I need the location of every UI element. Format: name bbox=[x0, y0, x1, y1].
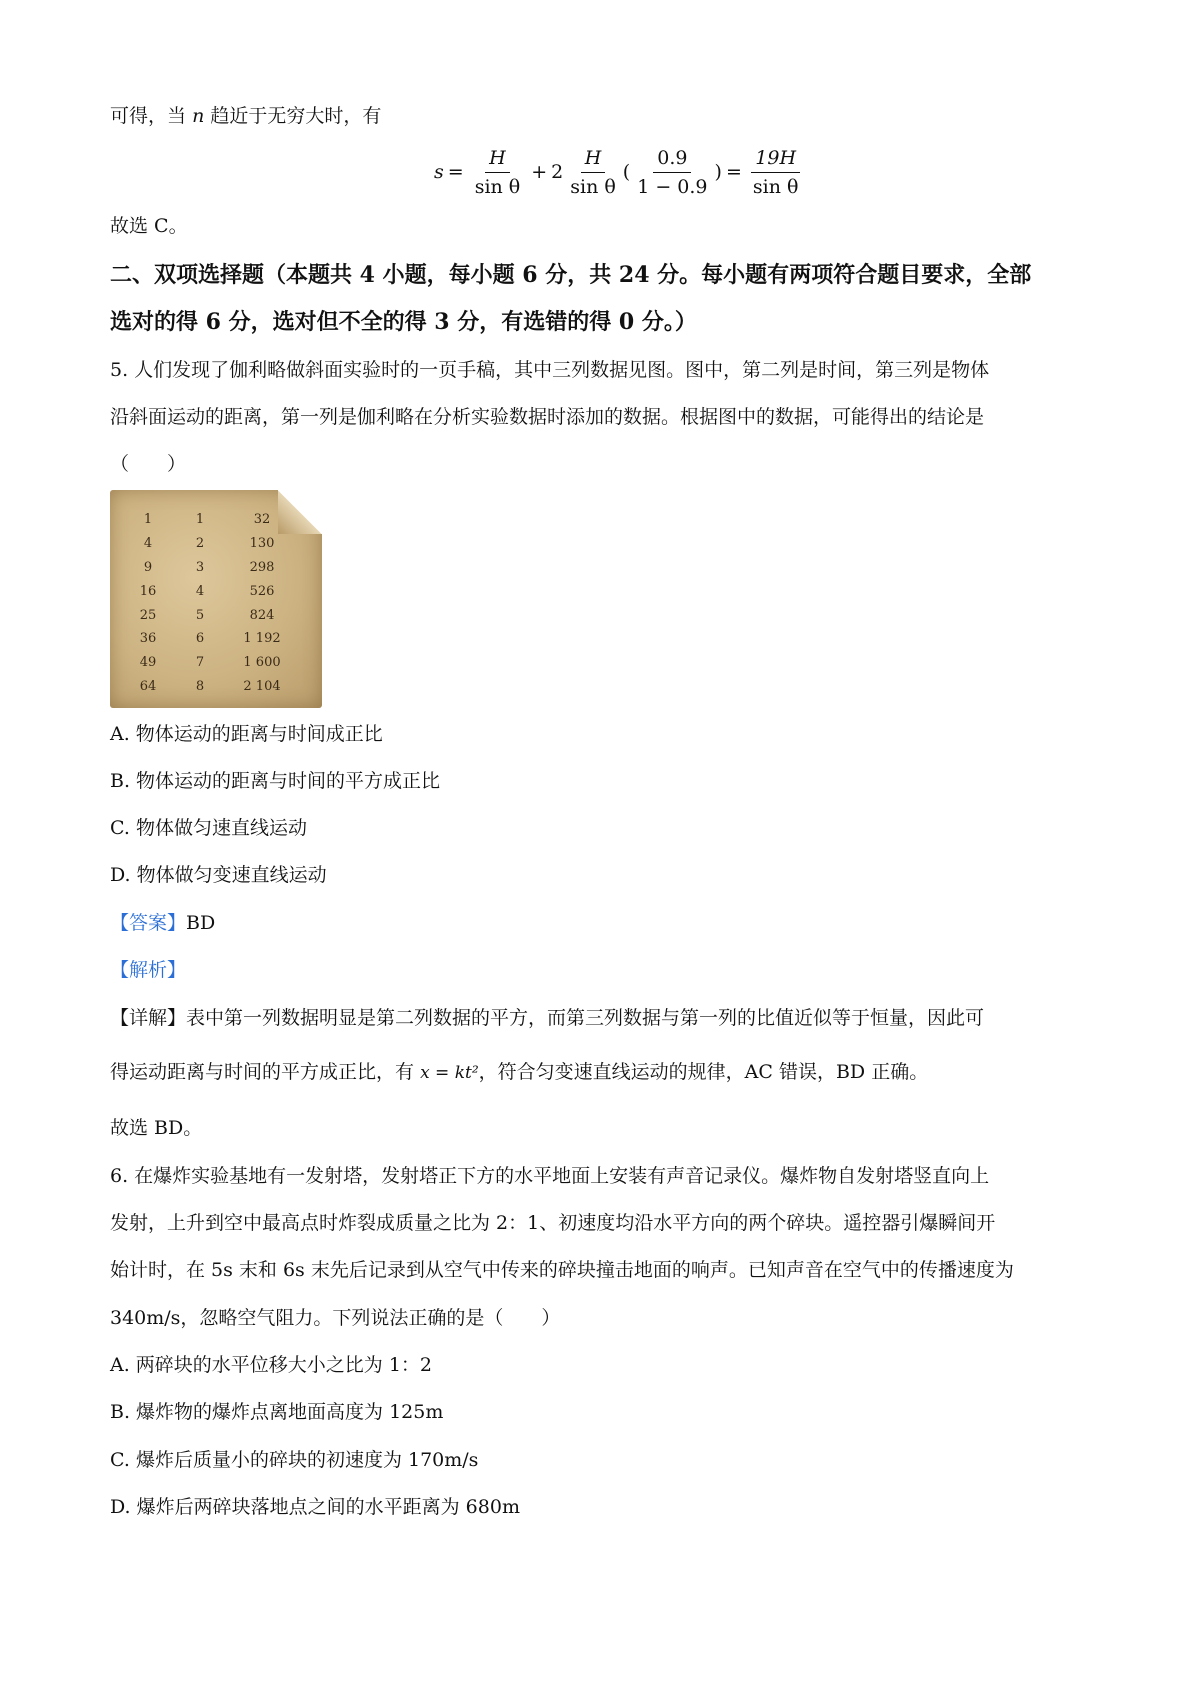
frac-3-num: 0.9 bbox=[653, 146, 691, 173]
manuscript-cell: 36 bbox=[139, 631, 157, 647]
detail-line-2 bbox=[110, 1058, 928, 1087]
q6-option-d: D. 爆炸后两碎块落地点之间的水平距离为 680m bbox=[110, 1496, 520, 1518]
detail-tag: 【详解】 bbox=[110, 1007, 187, 1029]
manuscript-cell: 526 bbox=[249, 583, 275, 599]
q6-option-a: A. 两碎块的水平位移大小之比为 1：2 bbox=[110, 1354, 433, 1376]
q6-stem-line-1: 6. 在爆炸实验基地有一发射塔，发射塔正下方的水平地面上安装有声音记录仪。爆炸物自发射塔竖直向上 bbox=[110, 1165, 990, 1187]
q6-option-b: B. 爆炸物的爆炸点离地面高度为 125m bbox=[110, 1401, 444, 1423]
frac-1 bbox=[471, 146, 525, 199]
manuscript-row bbox=[118, 579, 302, 603]
frac-3-den: 1 − 0.9 bbox=[637, 175, 708, 198]
formula-eq2: = bbox=[725, 161, 742, 183]
detail-line-1 bbox=[110, 1004, 984, 1032]
manuscript-row bbox=[118, 675, 302, 699]
q6-stem-line-2: 发射，上升到空中最高点时炸裂成质量之比为 2：1、初速度均沿水平方向的两个碎块。遥控器引爆瞬间开 bbox=[110, 1212, 996, 1234]
manuscript-cell: 7 bbox=[195, 655, 205, 671]
manuscript-row bbox=[118, 627, 302, 651]
q5-conclusion: 故选 BD。 bbox=[110, 1117, 203, 1139]
q5-option-a: A. 物体运动的距离与时间成正比 bbox=[110, 723, 383, 745]
formula-lhs: s bbox=[434, 161, 444, 183]
paren-close: ) bbox=[714, 161, 722, 183]
q5-answer bbox=[110, 909, 215, 937]
solution-conclusion: 故选 C。 bbox=[110, 215, 188, 237]
manuscript-cell: 4 bbox=[195, 583, 205, 599]
q6-stem-line-4: 340m/s，忽略空气阻力。下列说法正确的是（ ） bbox=[110, 1307, 561, 1329]
frac-1-num: H bbox=[485, 146, 510, 173]
frac-3 bbox=[633, 146, 711, 199]
frac-2 bbox=[566, 146, 620, 199]
manuscript-cell: 824 bbox=[249, 607, 275, 623]
manuscript-table bbox=[118, 508, 302, 698]
manuscript-cell: 1 192 bbox=[243, 631, 281, 647]
manuscript-cell: 25 bbox=[139, 607, 157, 623]
manuscript-cell: 64 bbox=[139, 678, 157, 694]
manuscript-cell: 1 bbox=[195, 512, 205, 528]
manuscript-cell: 298 bbox=[249, 559, 275, 575]
q5-stem-line-1: 5. 人们发现了伽利略做斜面实验时的一页手稿，其中三列数据见图。图中，第二列是时间，第三列是物体 bbox=[110, 359, 990, 381]
manuscript-row bbox=[118, 603, 302, 627]
manuscript-cell: 16 bbox=[139, 583, 157, 599]
manuscript-cell: 3 bbox=[195, 559, 205, 575]
q5-option-c: C. 物体做匀速直线运动 bbox=[110, 817, 307, 839]
q6-option-c: C. 爆炸后质量小的碎块的初速度为 170m/s bbox=[110, 1449, 479, 1471]
formula-eq: = bbox=[447, 161, 464, 183]
q5-option-b: B. 物体运动的距离与时间的平方成正比 bbox=[110, 770, 441, 792]
analysis-tag: 【解析】 bbox=[110, 959, 187, 981]
intro-text: 可得，当 bbox=[110, 105, 187, 127]
answer-value: BD bbox=[186, 912, 216, 934]
frac-result bbox=[749, 146, 803, 199]
manuscript-cell: 130 bbox=[249, 536, 275, 552]
limit-formula bbox=[434, 140, 805, 204]
solution-intro bbox=[110, 102, 381, 130]
manuscript-cell: 2 104 bbox=[243, 678, 281, 694]
manuscript-cell: 32 bbox=[253, 512, 271, 528]
q5-option-d: D. 物体做匀变速直线运动 bbox=[110, 864, 327, 886]
section-heading-line-2: 选对的得 6 分，选对但不全的得 3 分，有选错的得 0 分。） bbox=[110, 309, 697, 335]
manuscript-cell: 4 bbox=[143, 536, 153, 552]
detail-text-2b: ，符合匀变速直线运动的规律，AC 错误，BD 正确。 bbox=[478, 1061, 929, 1083]
frac-result-num: 19H bbox=[751, 146, 800, 173]
manuscript-cell: 9 bbox=[143, 559, 153, 575]
detail-equation: x = kt² bbox=[420, 1063, 479, 1083]
q5-bracket: （ ） bbox=[110, 453, 187, 475]
answer-tag: 【答案】 bbox=[110, 912, 187, 934]
formula-coef: 2 bbox=[551, 161, 564, 183]
galileo-manuscript-image bbox=[110, 490, 322, 708]
formula-plus: + bbox=[531, 161, 548, 183]
frac-result-den: sin θ bbox=[752, 175, 799, 198]
manuscript-row bbox=[118, 651, 302, 675]
manuscript-cell: 2 bbox=[195, 536, 205, 552]
detail-text-1: 表中第一列数据明显是第二列数据的平方，而第三列数据与第一列的比值近似等于恒量，因此可 bbox=[186, 1007, 985, 1029]
q5-stem-line-2: 沿斜面运动的距离，第一列是伽利略在分析实验数据时添加的数据。根据图中的数据，可能得出的结论是 bbox=[110, 406, 985, 428]
manuscript-row bbox=[118, 508, 302, 532]
manuscript-cell: 8 bbox=[195, 678, 205, 694]
q6-stem-line-3: 始计时，在 5s 末和 6s 末先后记录到从空气中传来的碎块撞击地面的响声。已知声音在空气中的传播速度为 bbox=[110, 1259, 1014, 1281]
detail-text-2a: 得运动距离与时间的平方成正比，有 bbox=[110, 1061, 415, 1083]
manuscript-row bbox=[118, 556, 302, 580]
frac-1-den: sin θ bbox=[474, 175, 521, 198]
frac-2-den: sin θ bbox=[570, 175, 616, 198]
section-heading-line-1: 二、双项选择题（本题共 4 小题，每小题 6 分，共 24 分。每小题有两项符合题目要求，全部 bbox=[110, 262, 1032, 288]
frac-2-num: H bbox=[581, 146, 606, 173]
manuscript-cell: 49 bbox=[139, 655, 157, 671]
manuscript-cell: 1 bbox=[143, 512, 153, 528]
var-n: n bbox=[192, 105, 205, 127]
manuscript-row bbox=[118, 532, 302, 556]
paren-open: ( bbox=[622, 161, 631, 183]
manuscript-cell: 5 bbox=[195, 607, 205, 623]
manuscript-cell: 6 bbox=[195, 631, 205, 647]
intro-text-after: 趋近于无穷大时，有 bbox=[210, 105, 382, 127]
manuscript-cell: 1 600 bbox=[243, 655, 281, 671]
